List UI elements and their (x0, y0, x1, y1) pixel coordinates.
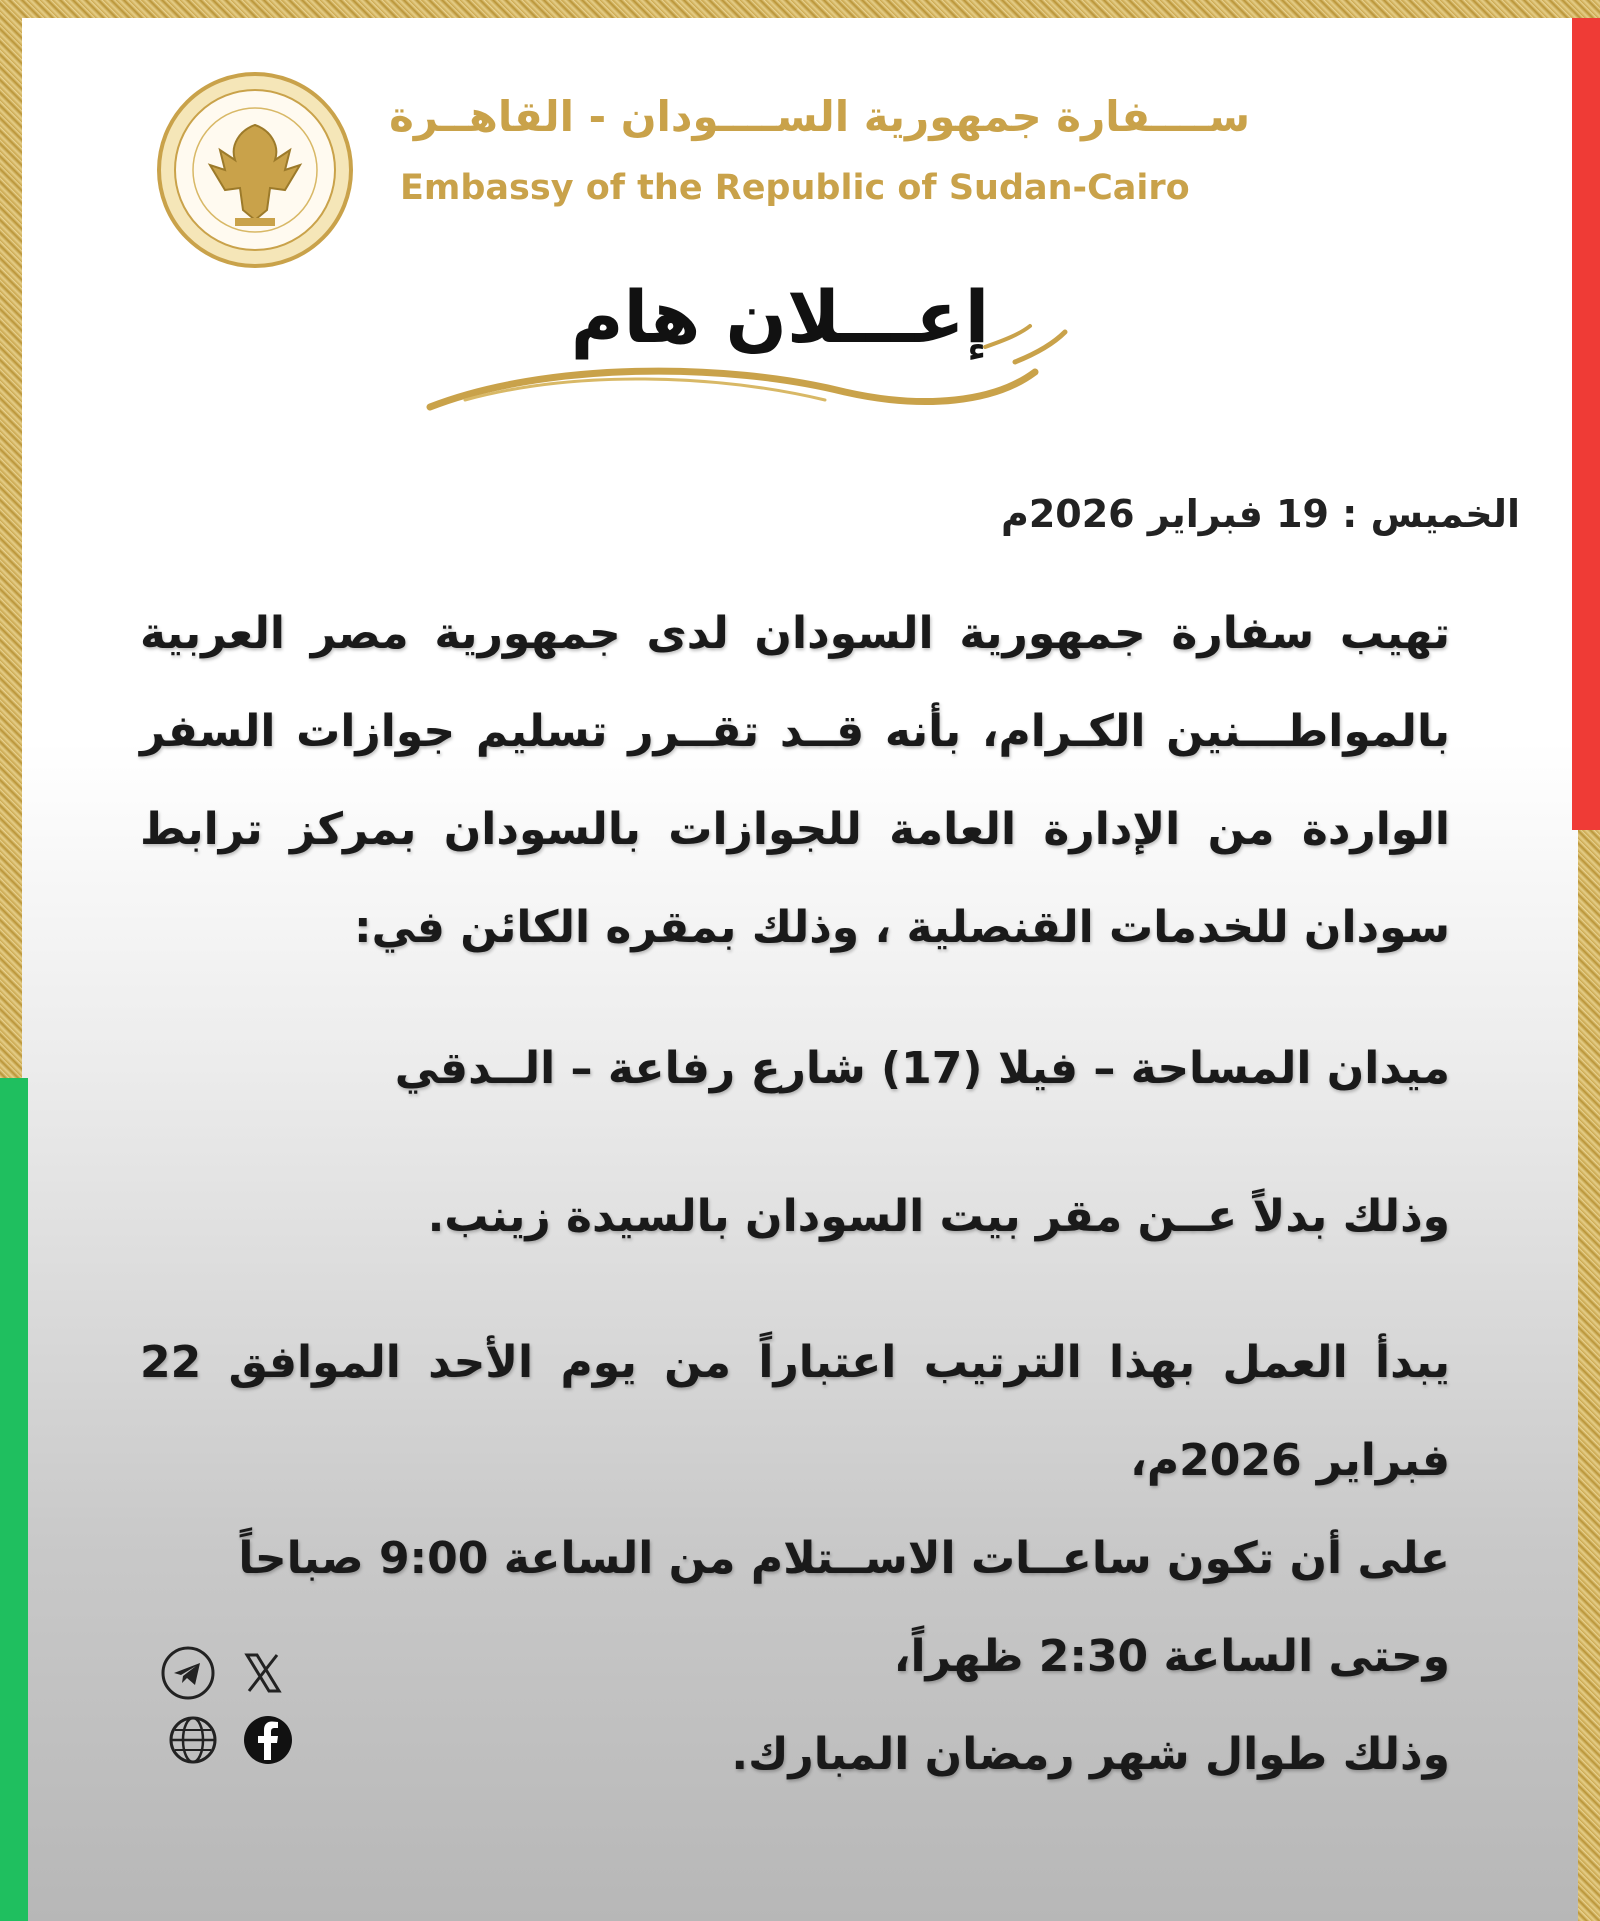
embassy-name-arabic: ســــفارة جمهورية الســــودان - القاهــرة (389, 92, 1250, 141)
schedule-start-line: يبدأ العمل بهذا الترتيب اعتباراً من يوم الأحد الموافق 22 فبراير 2026م، (140, 1337, 1450, 1486)
address-line: ميدان المساحة – فيلا (17) شارع رفاعة – الــدقي (394, 1043, 1450, 1094)
intro-paragraph: تهيب سفارة جمهورية السودان لدى جمهورية مصر العربية بالمواطـــنين الكـرام، بأنه قــد تقــرر تسليم جوازات السفر الواردة من الإدارة العامة للجوازات بالسودان بمركز ترابط سودان للخدمات القنصلية ، وذلك بمقره الكائن في: (140, 608, 1450, 953)
embassy-seal-logo (155, 70, 355, 270)
instead-line: وذلك بدلاً عــن مقر بيت السودان بالسيدة زينب. (427, 1191, 1450, 1242)
globe-icon[interactable] (165, 1712, 221, 1768)
green-accent-bar (0, 1078, 28, 1921)
embassy-name-english: Embassy of the Republic of Sudan-Cairo (400, 168, 1190, 208)
schedule-hours-line: على أن تكون ساعــات الاســتلام من الساعة 9:00 صباحاً (238, 1533, 1450, 1584)
facebook-icon[interactable] (240, 1712, 296, 1768)
telegram-icon[interactable] (160, 1645, 216, 1701)
ramadan-line: وذلك طوال شهر رمضان المبارك. (731, 1729, 1450, 1780)
announcement-date: الخميس : 19 فبراير 2026م (1001, 492, 1520, 536)
schedule-end-line: وحتى الساعة 2:30 ظهراً، (893, 1631, 1450, 1682)
red-accent-bar (1572, 18, 1600, 830)
x-icon[interactable] (235, 1645, 291, 1701)
announcement-title: إعـــلان هام (570, 275, 990, 359)
title-swoosh-decoration (425, 322, 1075, 422)
